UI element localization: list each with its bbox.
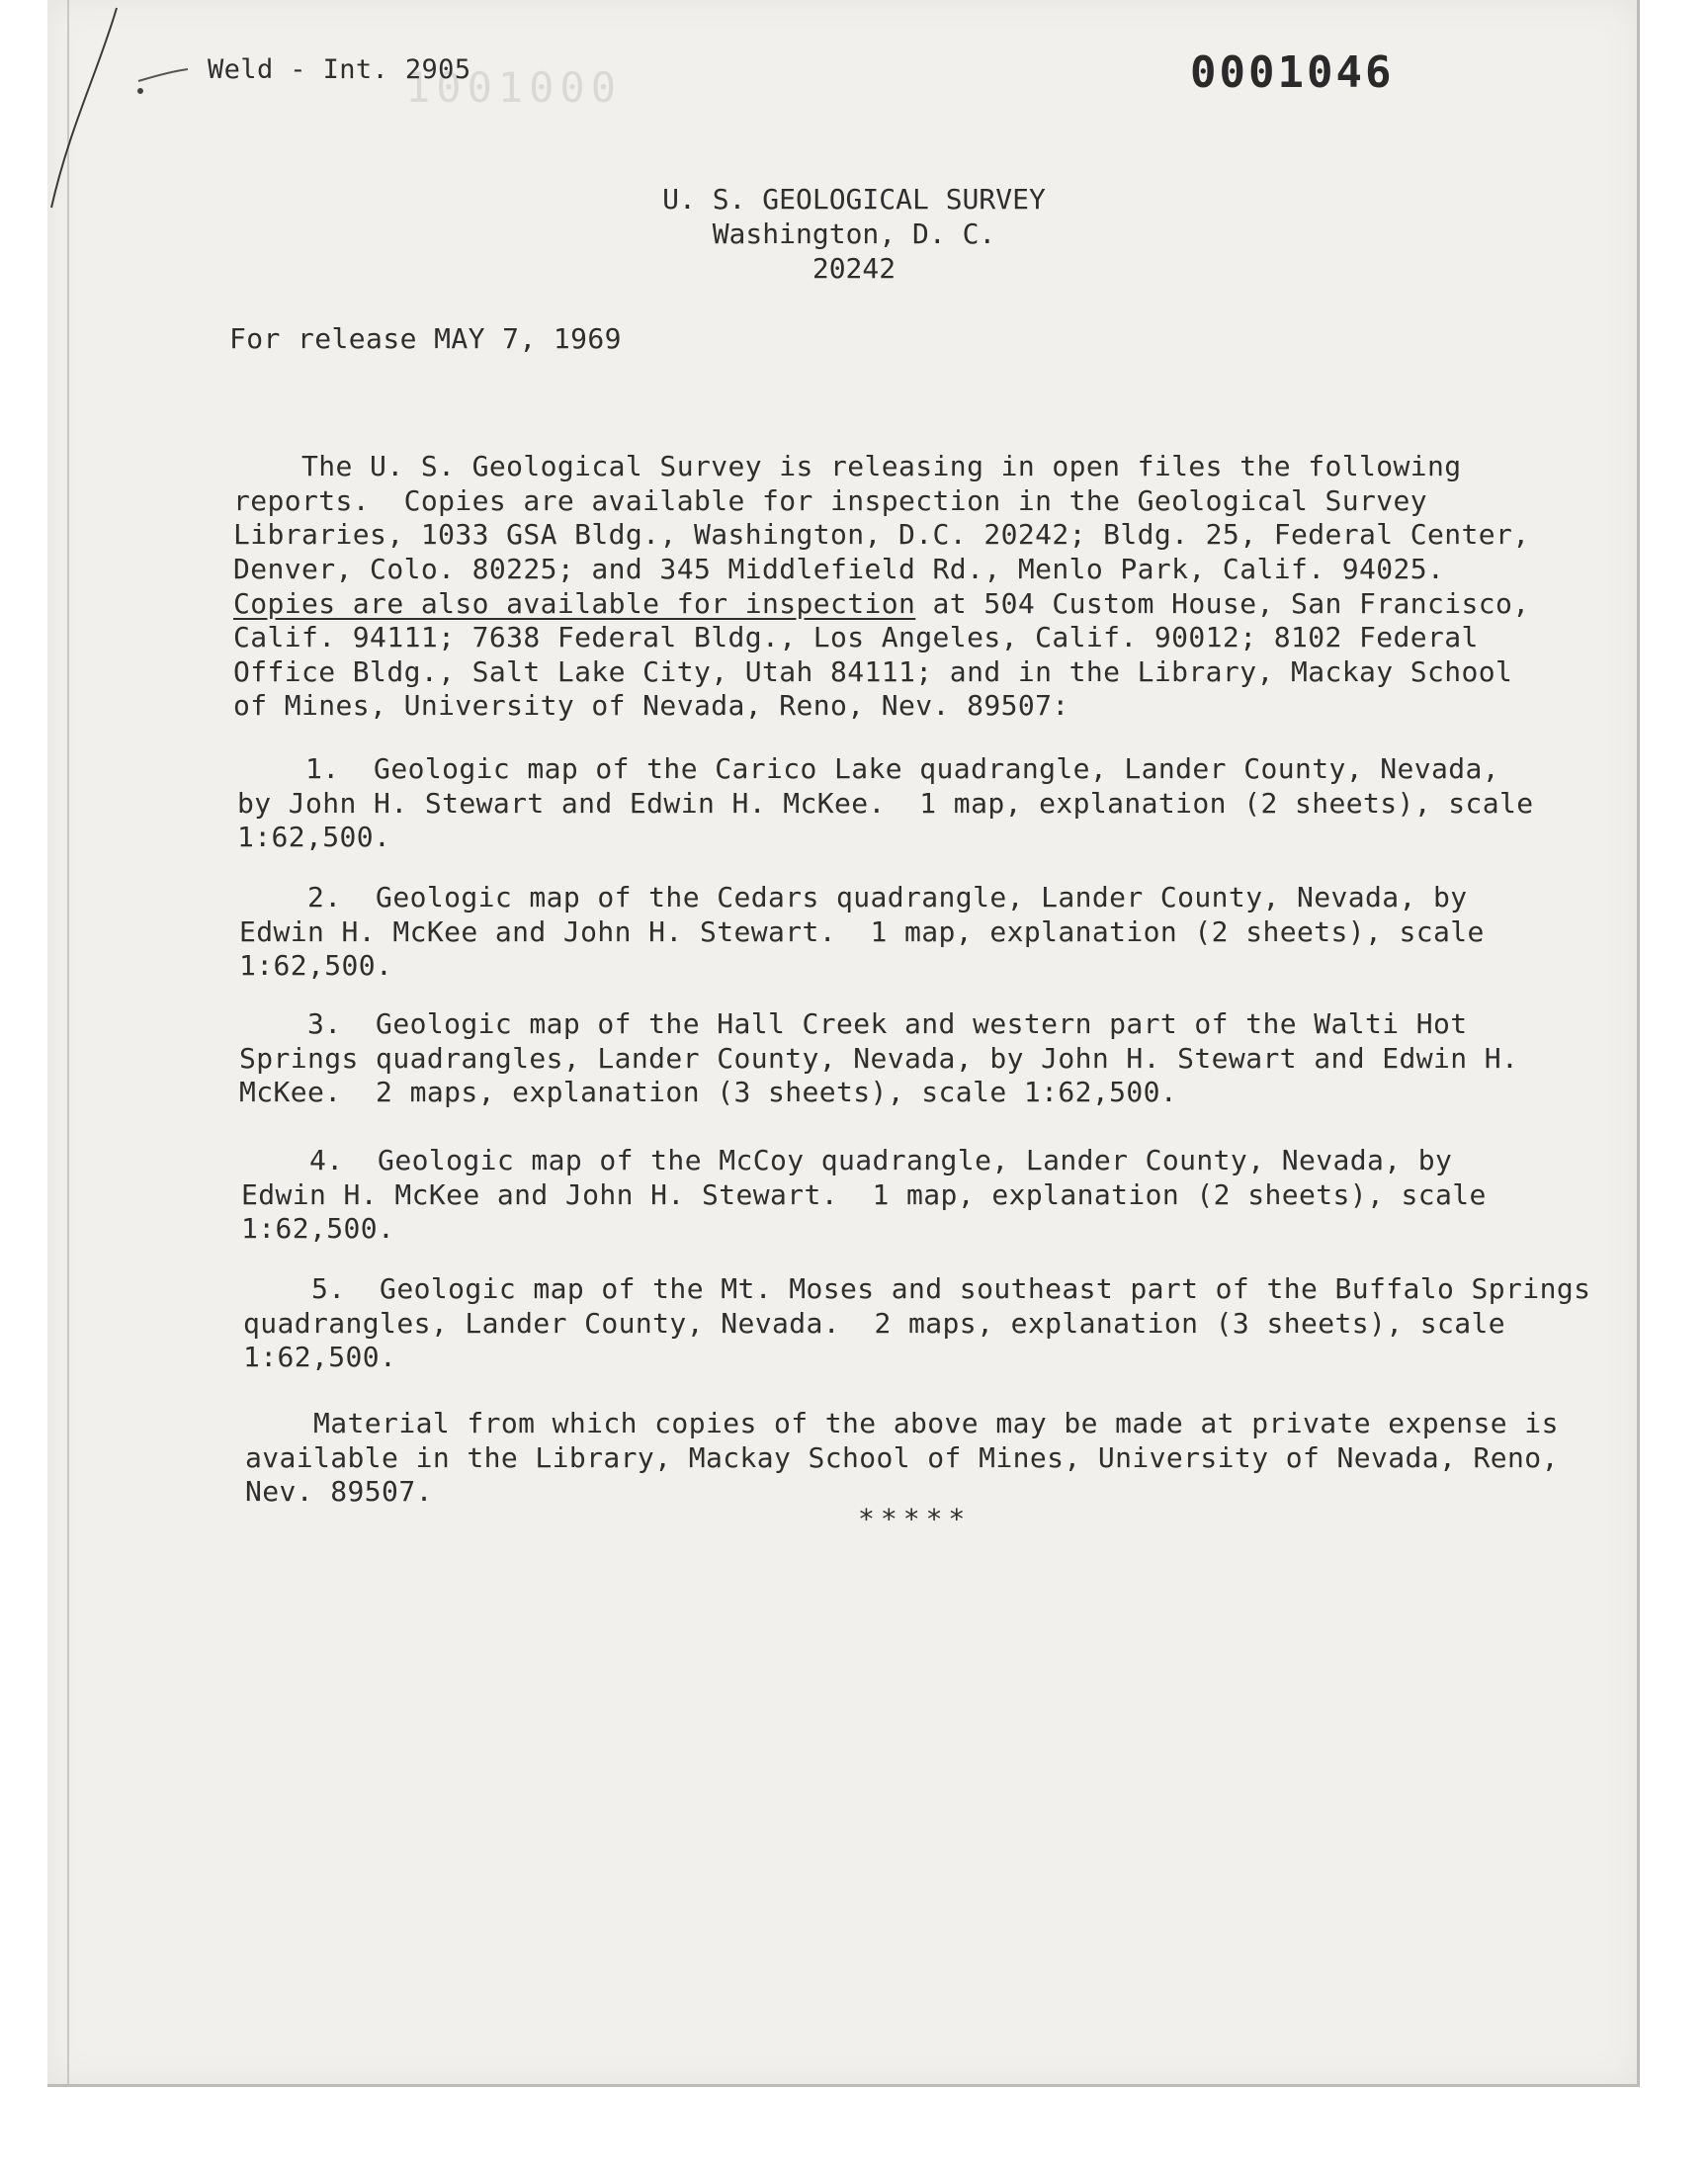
text-line: Denver, Colo. 80225; and 345 Middlefield Rd., Menlo Park, Calif. 94025. (233, 552, 1445, 585)
text-line: Libraries, 1033 GSA Bldg., Washington, D.C. 20242; Bldg. 25, Federal Center, (233, 518, 1530, 552)
text-line: Springs quadrangles, Lander County, Nevada, by John H. Stewart and Edwin H. (239, 1041, 1519, 1075)
text-line: 4. Geologic map of the McCoy quadrangle, Lander County, Nevada, by (241, 1144, 1453, 1177)
text-line: Edwin H. McKee and John H. Stewart. 1 map, explanation (2 sheets), scale (239, 914, 1485, 948)
text-line: quadrangles, Lander County, Nevada. 2 maps, explanation (3 sheets), scale (243, 1306, 1506, 1340)
text-line: 3. Geologic map of the Hall Creek and western part of the Walti Hot (239, 1007, 1468, 1041)
text-line: of Mines, University of Nevada, Reno, Nev. 89507: (233, 689, 1069, 723)
faint-bleed-through: 1001000 (405, 63, 623, 112)
release-date: For release MAY 7, 1969 (229, 322, 622, 355)
text-line: The U. S. Geological Survey is releasing in open files the following (233, 450, 1462, 483)
agency-name: U. S. GEOLOGICAL SURVEY (662, 183, 1046, 216)
text-line: reports. Copies are available for inspection in the Geological Survey (233, 483, 1428, 517)
text-line: 2. Geologic map of the Cedars quadrangle, Lander County, Nevada, by (239, 881, 1468, 914)
text-line: 5. Geologic map of the Mt. Moses and southeast part of the Buffalo Springs (243, 1272, 1591, 1306)
text-line: 1:62,500. (243, 1341, 397, 1374)
text-line: Calif. 94111; 7638 Federal Bldg., Los Angeles, Calif. 90012; 8102 Federal (233, 621, 1479, 654)
paper-edge (67, 0, 69, 2084)
text-fragment: at 504 Custom House, San Francisco, (915, 586, 1530, 620)
text-line: Office Bldg., Salt Lake City, Utah 84111; and in the Library, Mackay School (233, 654, 1513, 688)
weld-note: Weld - Int. 2905 (208, 54, 471, 85)
text-line: Edwin H. McKee and John H. Stewart. 1 map, explanation (2 sheets), scale (241, 1177, 1487, 1211)
text-line: 1:62,500. (241, 1212, 395, 1246)
text-line (233, 587, 1530, 622)
text-line: available in the Library, Mackay School of Mines, University of Nevada, Reno, (245, 1440, 1559, 1474)
document-number: 0001046 (1190, 47, 1395, 98)
agency-zip: 20242 (811, 252, 897, 285)
text-line: Nev. 89507. (245, 1475, 433, 1509)
closing-paragraph (245, 1339, 1559, 1578)
underlined-phrase: Copies are also available for inspection (233, 586, 916, 620)
agency-city: Washington, D. C. (712, 218, 996, 250)
text-line: by John H. Stewart and Edwin H. McKee. 1 map, explanation (2 sheets), scale (237, 786, 1534, 820)
text-line: 1. Geologic map of the Carico Lake quadrangle, Lander County, Nevada, (237, 752, 1500, 786)
letterhead (0, 182, 1708, 286)
text-line: 1:62,500. (237, 821, 391, 854)
text-line: 1:62,500. (239, 949, 393, 983)
text-line: McKee. 2 maps, explanation (3 sheets), scale 1:62,500. (239, 1076, 1178, 1109)
end-mark: ***** (858, 1503, 972, 1535)
text-line: Material from which copies of the above may be made at private expense is (245, 1407, 1559, 1440)
